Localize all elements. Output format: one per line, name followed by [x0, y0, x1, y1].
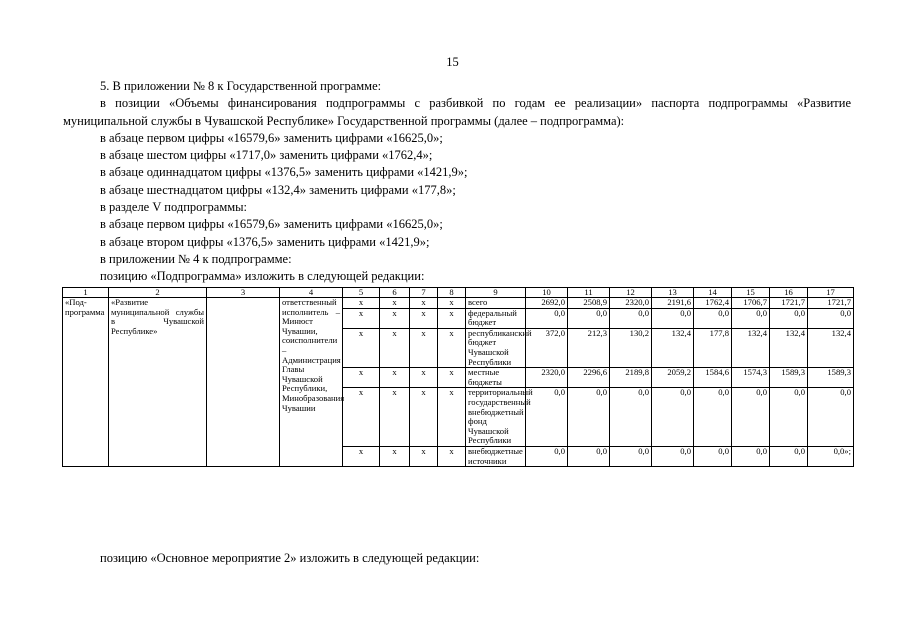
executor-cell: ответственный исполнитель – Минюст Чувашии, соисполнители – Администрация Главы Чувашской Республики, Минобразования Чувашии [280, 298, 343, 467]
paragraph: в абзаце первом цифры «16579,6» заменить цифрами «16625,0»; [100, 130, 443, 145]
code-cell: x [343, 368, 380, 388]
paragraph: в приложении № 4 к подпрограмме: [100, 251, 292, 266]
funding-source-cell: территориальный государственный внебюджетный фонд Чувашской Республики [466, 388, 526, 447]
amendment-text [63, 78, 851, 286]
column-header: 14 [694, 288, 732, 298]
value-cell: 1706,7 [732, 298, 770, 309]
value-cell: 372,0 [526, 328, 568, 367]
funding-source-cell: местные бюджеты [466, 368, 526, 388]
code-cell: x [438, 328, 466, 367]
value-cell: 0,0 [694, 388, 732, 447]
value-cell: 0,0 [694, 308, 732, 328]
code-cell: x [343, 298, 380, 309]
value-cell: 2191,6 [652, 298, 694, 309]
value-cell: 2692,0 [526, 298, 568, 309]
code-cell: x [380, 388, 410, 447]
code-cell: x [438, 368, 466, 388]
value-cell: 212,3 [568, 328, 610, 367]
column-header: 5 [343, 288, 380, 298]
column-header: 1 [63, 288, 109, 298]
value-cell: 1589,3 [770, 368, 808, 388]
code-cell: x [380, 308, 410, 328]
paragraph: в абзаце шестнадцатом цифры «132,4» заменить цифрами «177,8»; [100, 182, 456, 197]
value-cell: 0,0 [732, 446, 770, 466]
value-cell: 0,0 [526, 446, 568, 466]
value-cell: 1721,7 [808, 298, 854, 309]
funding-source-cell: республиканский бюджет Чувашской Республики [466, 328, 526, 367]
closing-text [63, 550, 851, 567]
value-cell: 0,0 [732, 308, 770, 328]
code-cell: x [343, 446, 380, 466]
column-header: 13 [652, 288, 694, 298]
column-header: 7 [410, 288, 438, 298]
value-cell: 0,0 [568, 388, 610, 447]
column-header: 10 [526, 288, 568, 298]
column-header: 2 [109, 288, 207, 298]
column-header: 17 [808, 288, 854, 298]
paragraph: 5. В приложении № 8 к Государственной программе: [100, 79, 382, 93]
code-cell: x [410, 388, 438, 447]
value-cell: 0,0 [652, 308, 694, 328]
column-header: 16 [770, 288, 808, 298]
value-cell: 177,8 [694, 328, 732, 367]
column-header: 8 [438, 288, 466, 298]
value-cell: 0,0»; [808, 446, 854, 466]
value-cell: 1584,6 [694, 368, 732, 388]
column-header: 6 [380, 288, 410, 298]
column-header: 4 [280, 288, 343, 298]
value-cell: 130,2 [610, 328, 652, 367]
value-cell: 1589,3 [808, 368, 854, 388]
program-type-cell: «Под-программа [63, 298, 109, 467]
code-cell: x [438, 446, 466, 466]
paragraph: в позиции «Объемы финансирования подпрограммы с разбивкой по годам ее реализации» паспорта подпрограммы «Развитие муниципальной службы в Чувашской Республике» Государственной программы (далее – подпрограмма): [63, 96, 851, 128]
funding-source-cell: внебюджетные источники [466, 446, 526, 466]
paragraph: в абзаце втором цифры «1376,5» заменить цифрами «1421,9»; [100, 234, 430, 249]
value-cell: 1721,7 [770, 298, 808, 309]
value-cell: 132,4 [652, 328, 694, 367]
value-cell: 132,4 [770, 328, 808, 367]
paragraph: позицию «Подпрограмма» изложить в следующей редакции: [100, 269, 425, 284]
value-cell: 2320,0 [610, 298, 652, 309]
code-cell: x [343, 388, 380, 447]
value-cell: 1762,4 [694, 298, 732, 309]
value-cell: 0,0 [732, 388, 770, 447]
paragraph: в абзаце шестом цифры «1717,0» заменить цифрами «1762,4»; [100, 148, 433, 163]
value-cell: 0,0 [526, 388, 568, 447]
financing-table [62, 287, 854, 467]
value-cell: 2320,0 [526, 368, 568, 388]
value-cell: 2508,9 [568, 298, 610, 309]
code-cell: x [410, 328, 438, 367]
goal-cell [207, 298, 280, 467]
value-cell: 132,4 [808, 328, 854, 367]
code-cell: x [438, 298, 466, 309]
value-cell: 0,0 [770, 308, 808, 328]
value-cell: 0,0 [568, 308, 610, 328]
code-cell: x [410, 298, 438, 309]
value-cell: 0,0 [652, 446, 694, 466]
code-cell: x [343, 308, 380, 328]
funding-source-cell: федеральный бюджет [466, 308, 526, 328]
value-cell: 2189,8 [610, 368, 652, 388]
subprogram-name-cell: «Развитие муниципальной службы в Чувашской Республике» [109, 298, 207, 467]
code-cell: x [438, 308, 466, 328]
value-cell: 0,0 [568, 446, 610, 466]
value-cell: 0,0 [770, 446, 808, 466]
value-cell: 0,0 [526, 308, 568, 328]
paragraph: в абзаце одиннадцатом цифры «1376,5» заменить цифрами «1421,9»; [100, 165, 468, 180]
value-cell: 132,4 [732, 328, 770, 367]
code-cell: x [410, 308, 438, 328]
code-cell: x [380, 368, 410, 388]
value-cell: 0,0 [610, 388, 652, 447]
code-cell: x [410, 368, 438, 388]
column-header: 15 [732, 288, 770, 298]
paragraph: в разделе V подпрограммы: [100, 200, 248, 215]
table-row [63, 298, 854, 309]
column-header: 11 [568, 288, 610, 298]
value-cell: 0,0 [808, 388, 854, 447]
column-header: 3 [207, 288, 280, 298]
value-cell: 0,0 [808, 308, 854, 328]
paragraph: позицию «Основное мероприятие 2» изложить в следующей редакции: [100, 551, 480, 565]
column-header: 12 [610, 288, 652, 298]
code-cell: x [380, 446, 410, 466]
page-number: 15 [446, 55, 459, 69]
column-header: 9 [466, 288, 526, 298]
value-cell: 2296,6 [568, 368, 610, 388]
value-cell: 0,0 [652, 388, 694, 447]
value-cell: 1574,3 [732, 368, 770, 388]
funding-source-cell: всего [466, 298, 526, 309]
code-cell: x [343, 328, 380, 367]
paragraph: в абзаце первом цифры «16579,6» заменить цифрами «16625,0»; [100, 217, 443, 232]
value-cell: 2059,2 [652, 368, 694, 388]
value-cell: 0,0 [770, 388, 808, 447]
code-cell: x [380, 298, 410, 309]
code-cell: x [410, 446, 438, 466]
value-cell: 0,0 [610, 446, 652, 466]
value-cell: 0,0 [610, 308, 652, 328]
code-cell: x [438, 388, 466, 447]
table-header-row [63, 288, 854, 298]
value-cell: 0,0 [694, 446, 732, 466]
code-cell: x [380, 328, 410, 367]
